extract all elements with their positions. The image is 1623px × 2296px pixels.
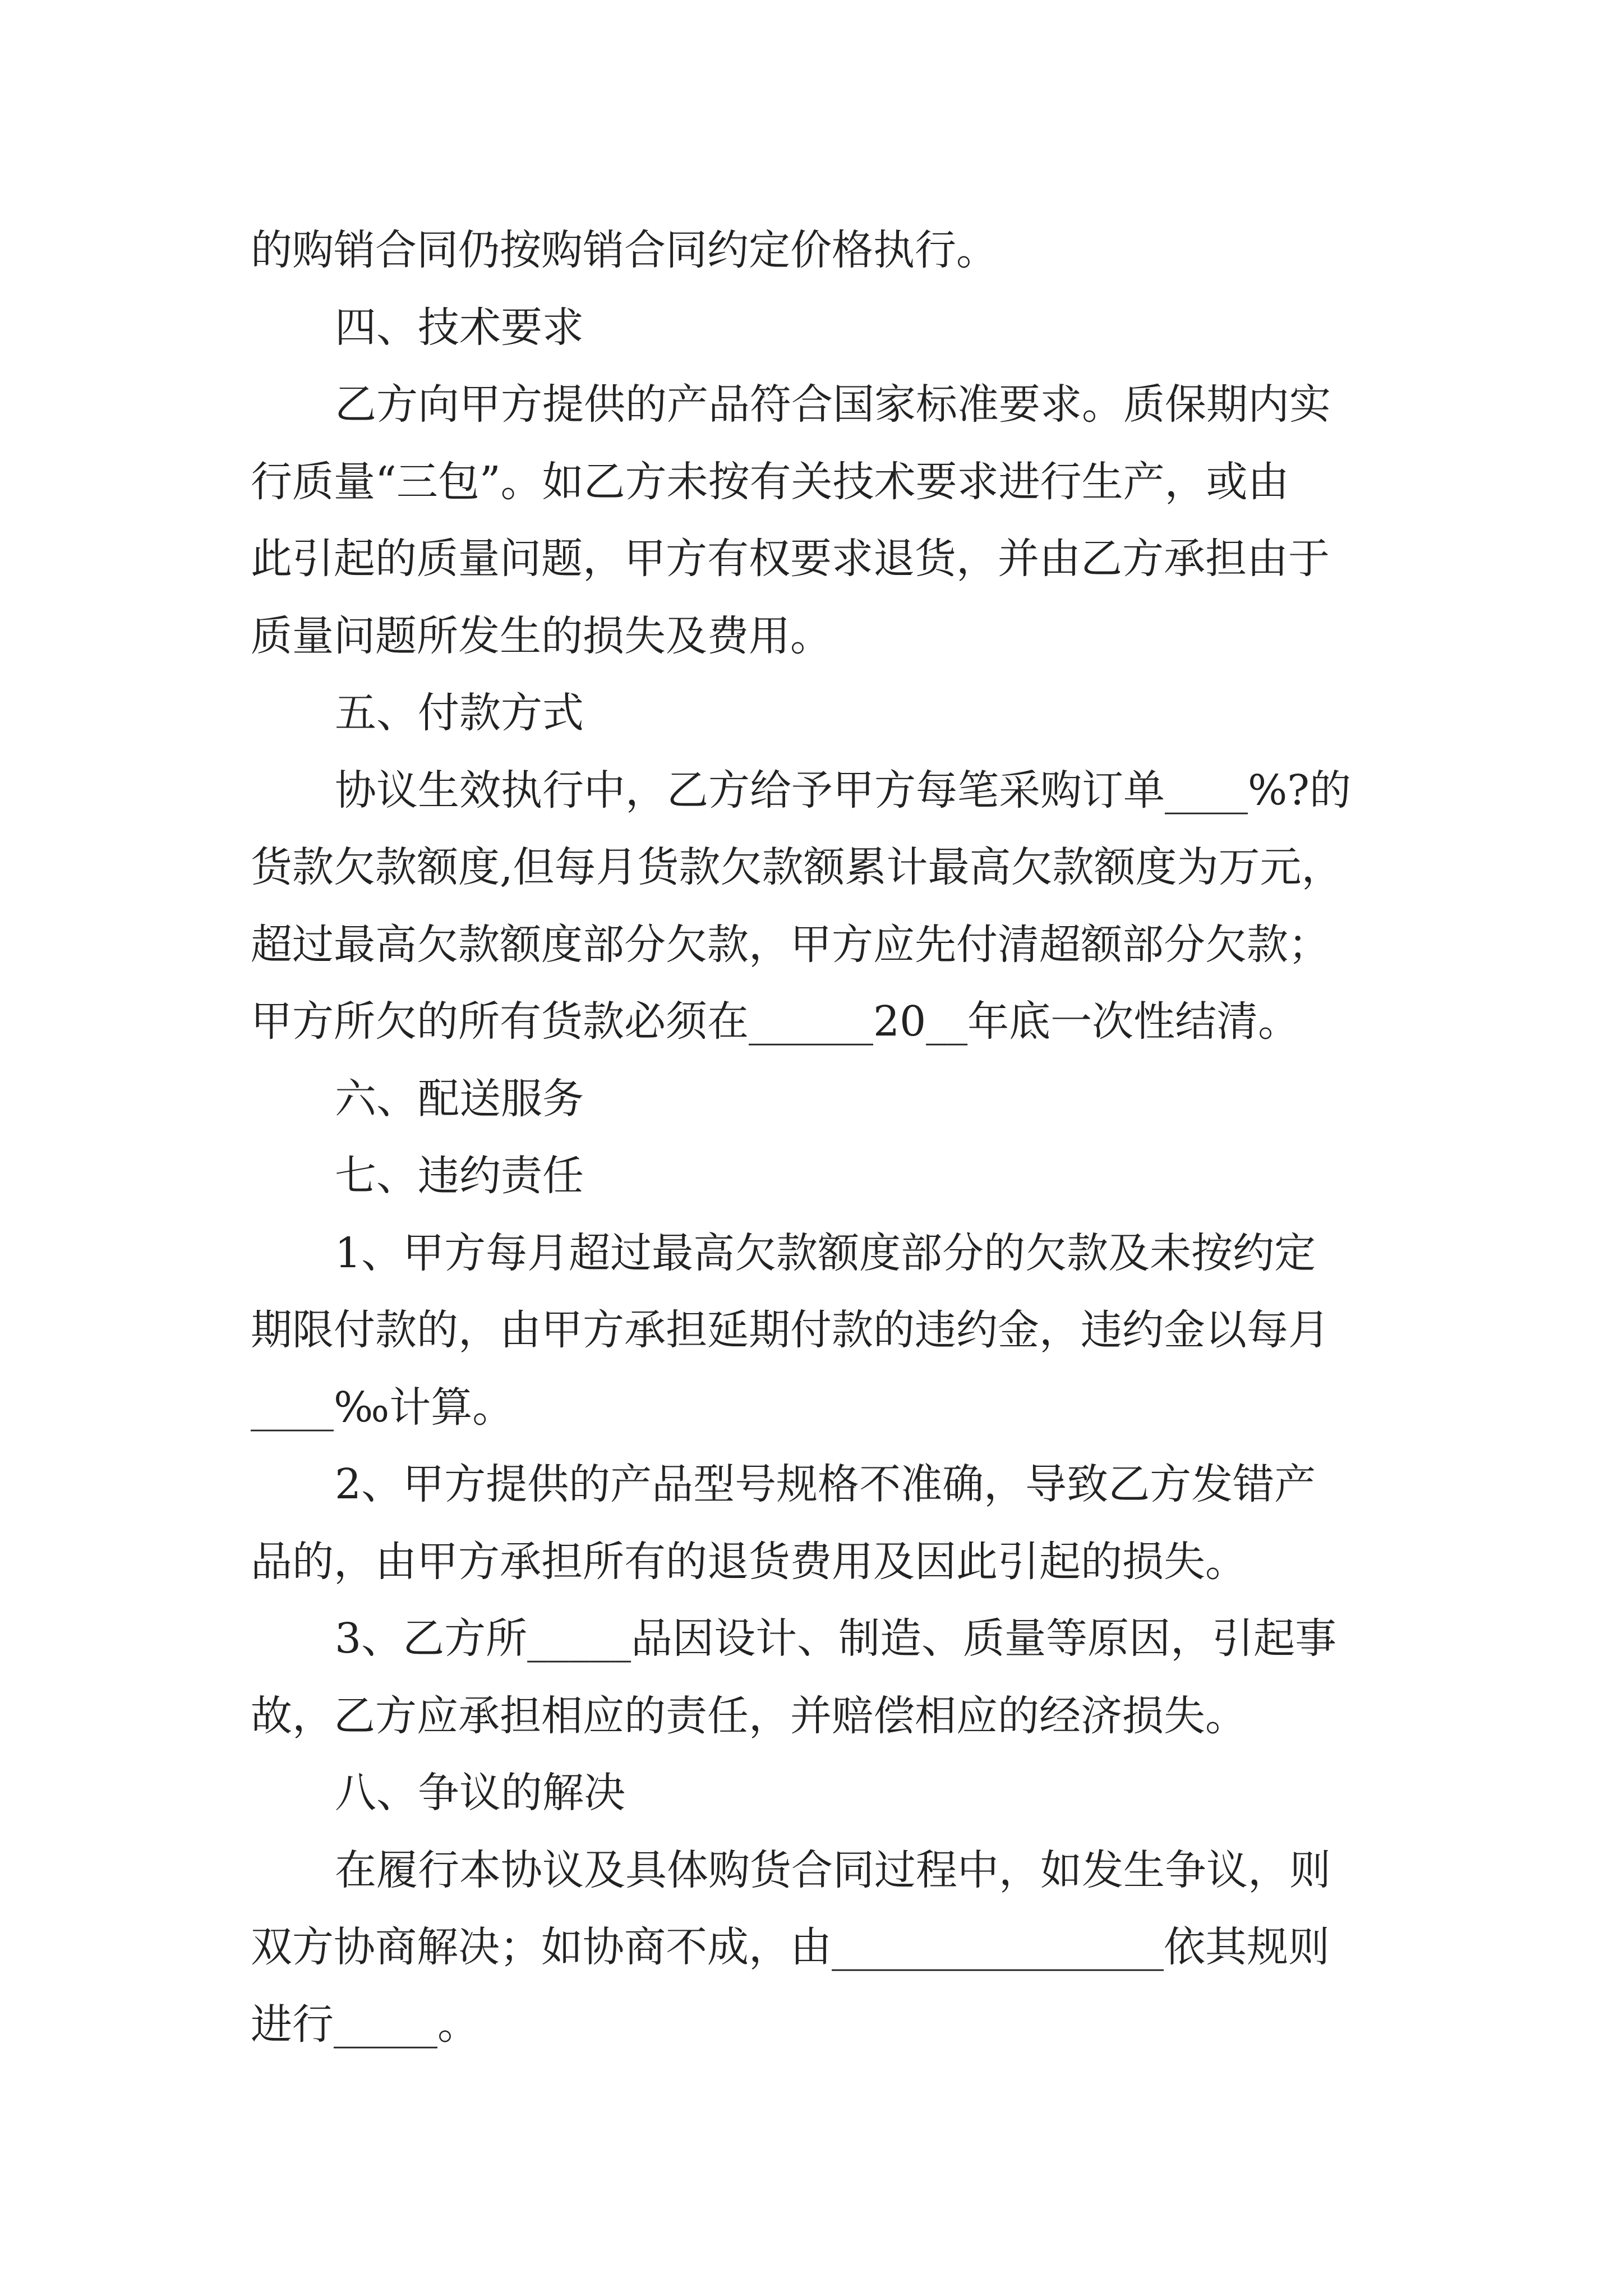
text-line: ____‰计算。	[251, 1383, 514, 1432]
text-line: 货款欠款额度,但每月货款欠款额累计最高欠款额度为万元，	[251, 843, 1343, 891]
section-heading-liability-for-breach: 七、违约责任	[335, 1152, 584, 1200]
text-line: 的购销合同仍按购销合同约定价格执行。	[251, 226, 998, 274]
text-line: 协议生效执行中，乙方给予甲方每笔采购订单____%?的	[335, 766, 1351, 815]
text-line: 质量问题所发生的损失及费用。	[251, 611, 832, 660]
text-line: 超过最高欠款额度部分欠款，甲方应先付清超额部分欠款；	[251, 920, 1330, 969]
text-line: 3、乙方所_____品因设计、制造、质量等原因，引起事	[335, 1614, 1337, 1663]
text-line: 行质量“三包”。如乙方未按有关技术要求进行生产，或由	[251, 457, 1289, 506]
document-body	[251, 212, 1389, 2063]
section-heading-delivery-service: 六、配送服务	[335, 1074, 584, 1123]
text-line: 故，乙方应承担相应的责任，并赔偿相应的经济损失。	[251, 1691, 1247, 1740]
text-line: 品的，由甲方承担所有的退货费用及因此引起的损失。	[251, 1537, 1247, 1586]
text-line: 乙方向甲方提供的产品符合国家标准要求。质保期内实	[335, 380, 1331, 429]
text-line: 甲方所欠的所有货款必须在______20__年底一次性结清。	[251, 997, 1300, 1046]
section-heading-payment-method: 五、付款方式	[335, 689, 584, 737]
text-line: 在履行本协议及具体购货合同过程中，如发生争议，则	[335, 1846, 1331, 1894]
text-line: 进行_____。	[251, 2000, 479, 2049]
text-line: 1、甲方每月超过最高欠款额度部分的欠款及未按约定	[335, 1228, 1316, 1277]
section-heading-technical-requirements: 四、技术要求	[335, 303, 584, 352]
text-line: 期限付款的，由甲方承担延期付款的违约金，违约金以每月	[251, 1306, 1330, 1354]
section-heading-dispute-resolution: 八、争议的解决	[335, 1769, 625, 1817]
text-line: 双方协商解决；如协商不成，由________________依其规则	[251, 1923, 1330, 1971]
text-line: 2、甲方提供的产品型号规格不准确，导致乙方发错产	[335, 1460, 1316, 1508]
text-line: 此引起的质量问题，甲方有权要求退货，并由乙方承担由于	[251, 535, 1330, 583]
